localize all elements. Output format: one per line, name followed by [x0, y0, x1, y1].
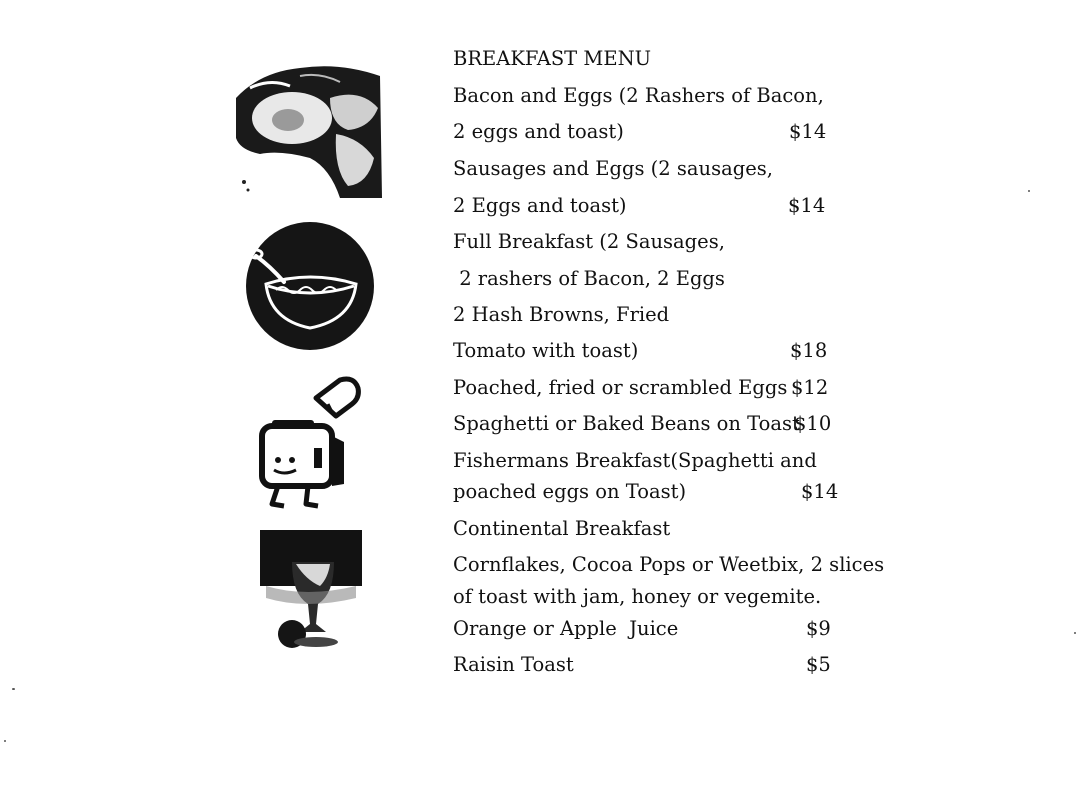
menu-line: 2 rashers of Bacon, 2 Eggs — [453, 267, 725, 290]
price: $18 — [790, 339, 828, 362]
menu-line: Poached, fried or scrambled Eggs — [453, 376, 788, 399]
menu-line: Fishermans Breakfast(Spaghetti and — [453, 449, 817, 472]
scan-speck — [12, 688, 15, 690]
menu-line: Cornflakes, Cocoa Pops or Weetbix, 2 slices — [453, 553, 885, 576]
price: $10 — [794, 412, 832, 435]
menu-line: Raisin Toast — [453, 653, 574, 676]
price: $9 — [806, 617, 831, 640]
menu-line: Full Breakfast (2 Sausages, — [453, 230, 725, 253]
scan-speck — [1074, 632, 1076, 634]
menu-line: Spaghetti or Baked Beans on Toast — [453, 412, 800, 435]
menu-line: Tomato with toast) — [453, 339, 639, 362]
price: $14 — [801, 480, 839, 503]
toaster-icon — [252, 376, 372, 516]
price: $12 — [791, 376, 829, 399]
menu-line: 2 Hash Browns, Fried — [453, 303, 670, 326]
menu-line: Continental Breakfast — [453, 517, 671, 540]
scan-speck — [1028, 190, 1030, 192]
menu-line: 2 Eggs and toast) — [453, 194, 627, 217]
cereal-bowl-icon — [244, 220, 376, 352]
bacon-eggs-photo — [230, 58, 390, 203]
menu-line: Orange or Apple Juice — [453, 617, 679, 640]
price: $14 — [788, 194, 826, 217]
menu-line: Sausages and Eggs (2 sausages, — [453, 157, 773, 180]
price: $5 — [806, 653, 831, 676]
menu-line: poached eggs on Toast) — [453, 480, 687, 503]
menu-line: 2 eggs and toast) — [453, 120, 624, 143]
menu-title: BREAKFAST MENU — [453, 47, 652, 70]
price: $14 — [789, 120, 827, 143]
juice-glass-photo — [256, 528, 366, 652]
scan-speck — [4, 740, 6, 742]
menu-line: of toast with jam, honey or vegemite. — [453, 585, 822, 608]
menu-line: Bacon and Eggs (2 Rashers of Bacon, — [453, 84, 824, 107]
